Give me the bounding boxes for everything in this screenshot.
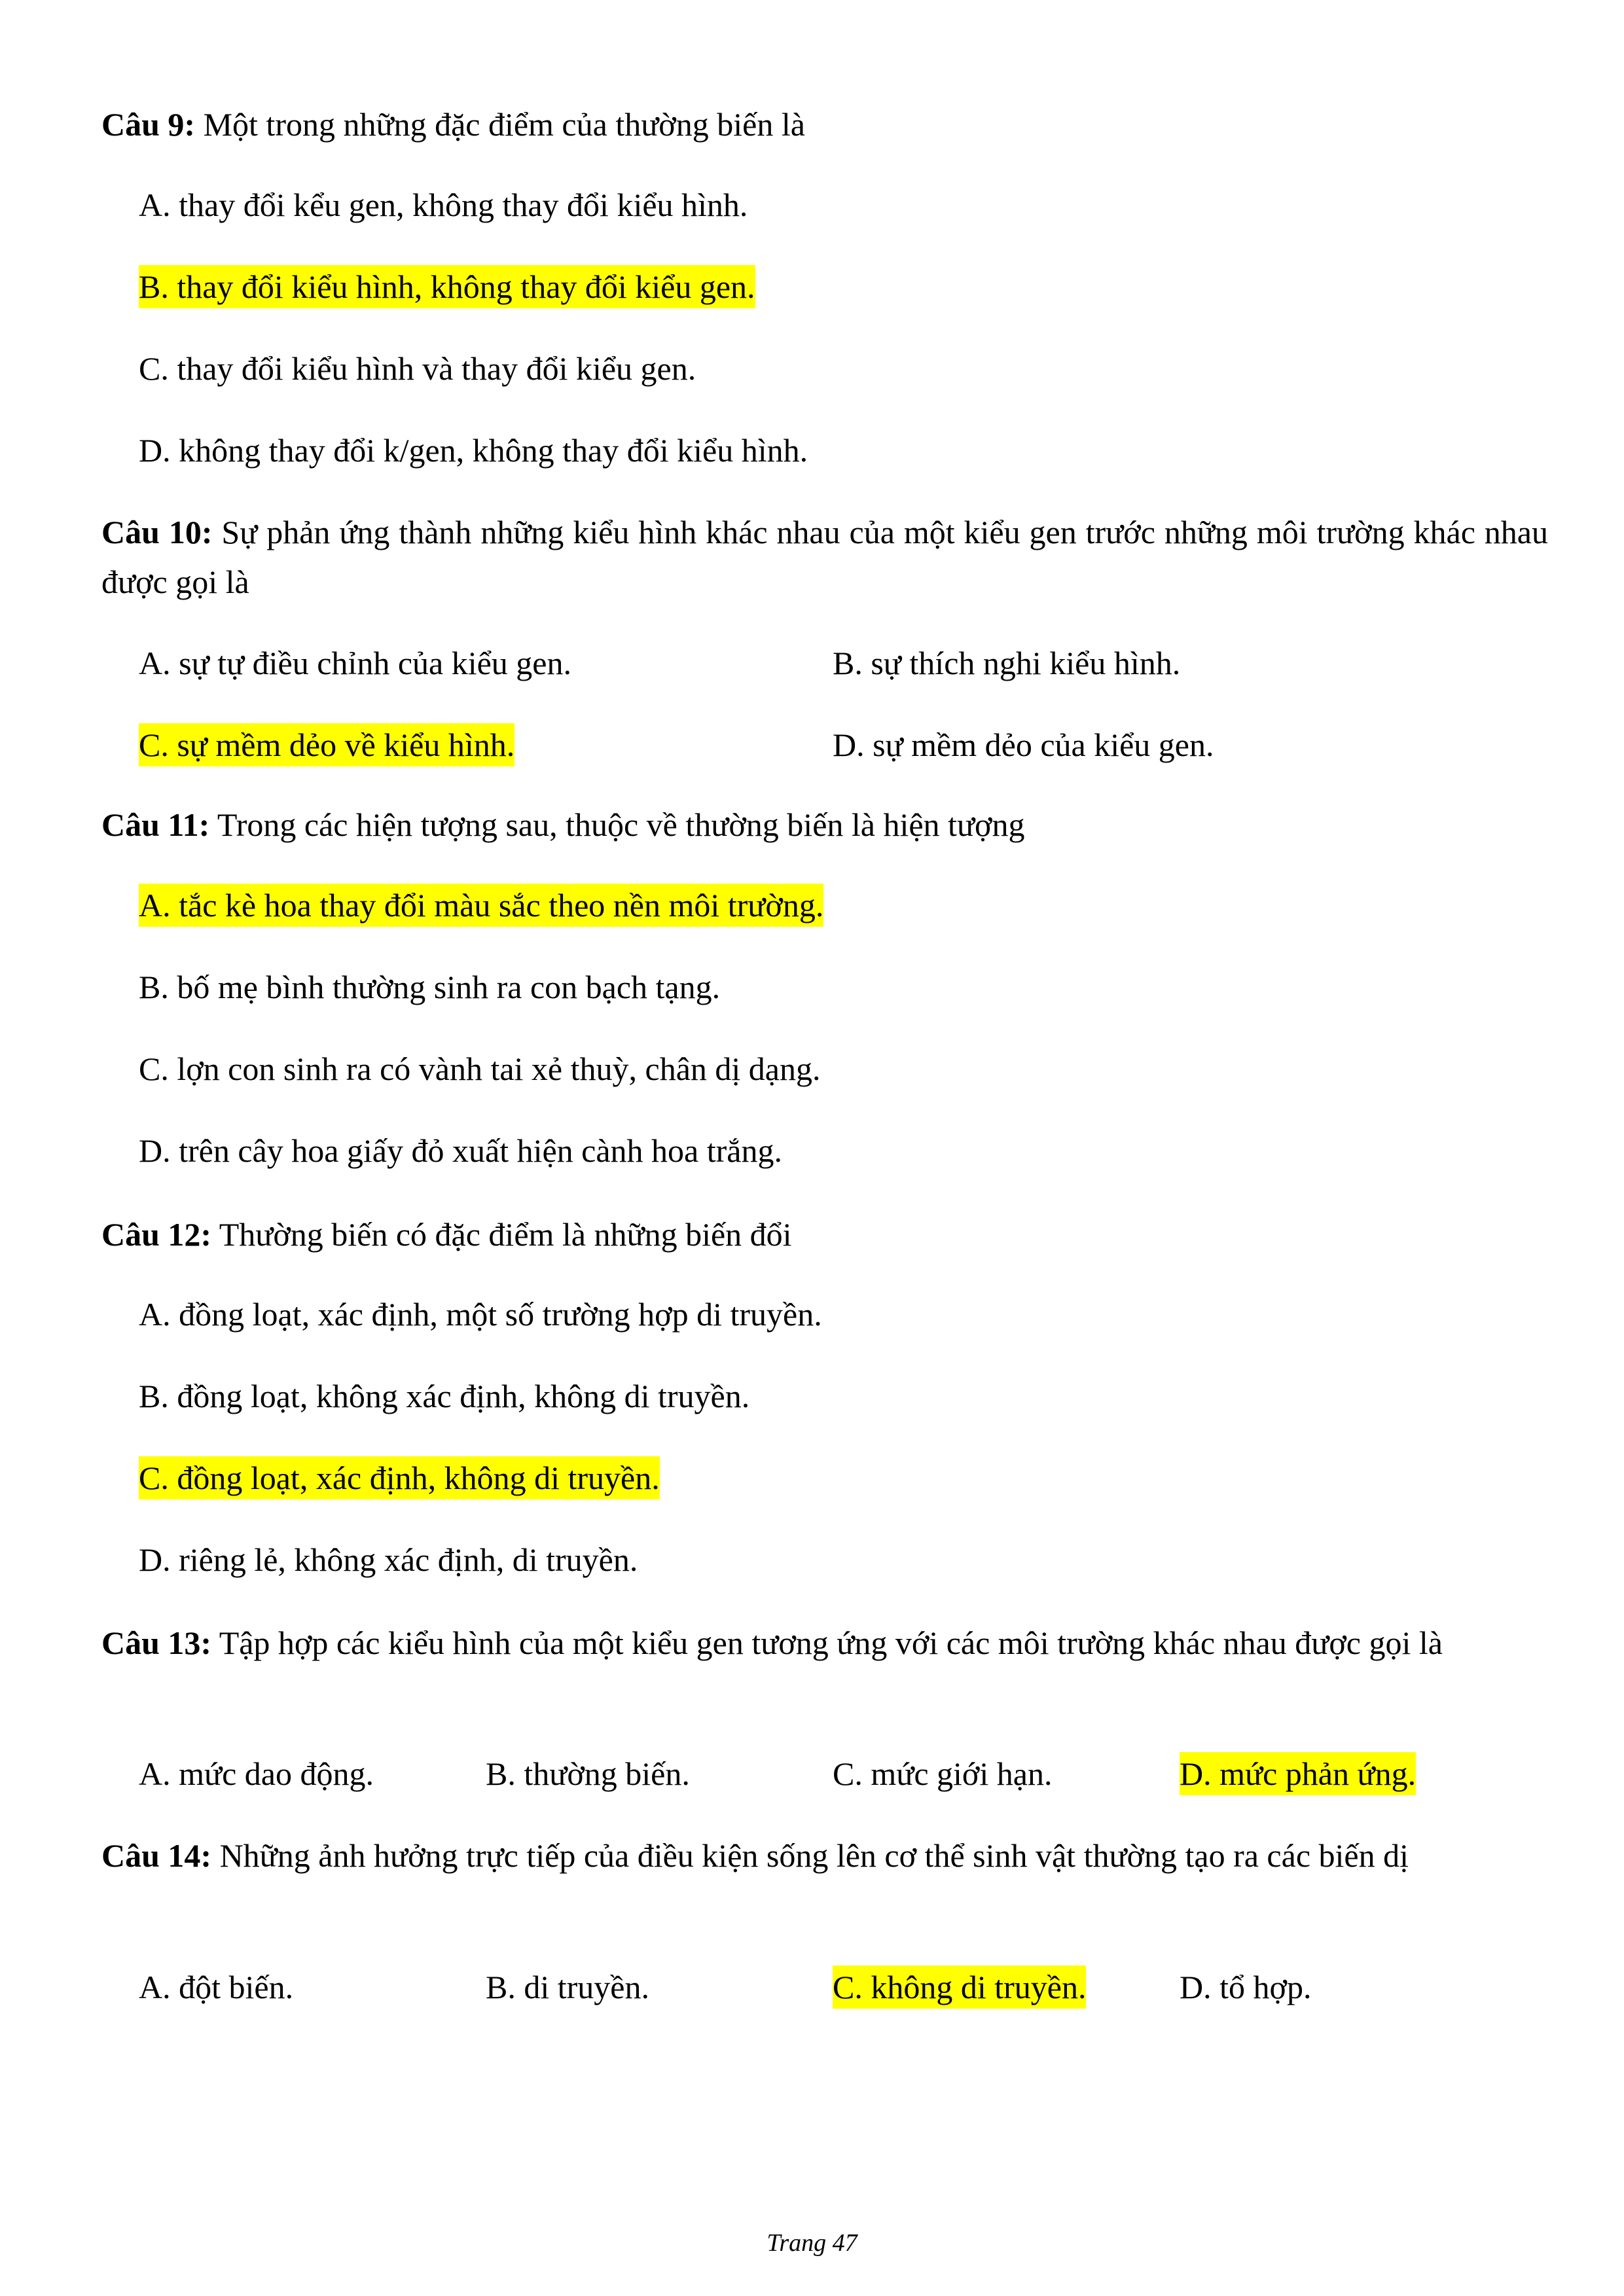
page-number: Trang 47	[767, 2229, 857, 2257]
question-text: Thường biến có đặc điểm là những biến đổi	[219, 1216, 792, 1253]
answer-highlight: C. không di truyền.	[833, 1965, 1086, 2009]
question-10	[101, 507, 1548, 607]
option-13a: A. mức dao động.	[139, 1755, 374, 1792]
question-12	[101, 1210, 1548, 1259]
option-10c	[139, 723, 514, 766]
option-12a: A. đồng loạt, xác định, một số trường hợp di truyền.	[139, 1296, 822, 1333]
option-14b: B. di truyền.	[486, 1969, 649, 2005]
question-label: Câu 12:	[101, 1216, 212, 1253]
option-12b: B. đồng loạt, không xác định, không di truyền.	[139, 1378, 750, 1414]
question-text: Những ảnh hưởng trực tiếp của điều kiện sống lên cơ thể sinh vật thường tạo ra các biến dị	[219, 1837, 1409, 1874]
option-10b: B. sự thích nghi kiểu hình.	[833, 645, 1181, 681]
option-12c	[139, 1456, 660, 1499]
question-label: Câu 13:	[101, 1624, 212, 1661]
question-label: Câu 10:	[101, 514, 213, 550]
option-9d: D. không thay đổi k/gen, không thay đổi kiểu hình.	[139, 432, 808, 469]
question-text: Sự phản ứng thành những kiểu hình khác nhau của một kiểu gen trước những môi trường khác nhau được gọi là	[101, 514, 1548, 600]
question-label: Câu 11:	[101, 806, 210, 843]
option-10d: D. sự mềm dẻo của kiểu gen.	[833, 726, 1214, 763]
question-9	[101, 99, 1548, 149]
answer-highlight: C. đồng loạt, xác định, không di truyền.	[139, 1456, 660, 1499]
option-12d: D. riêng lẻ, không xác định, di truyền.	[139, 1541, 638, 1578]
option-11c: C. lợn con sinh ra có vành tai xẻ thuỳ, chân dị dạng.	[139, 1050, 821, 1087]
option-14a: A. đột biến.	[139, 1969, 294, 2005]
question-14	[101, 1831, 1548, 1880]
question-label: Câu 9:	[101, 106, 196, 143]
answer-highlight: B. thay đổi kiểu hình, không thay đổi kiểu gen.	[139, 265, 755, 308]
option-9b	[139, 265, 755, 308]
option-11d: D. trên cây hoa giấy đỏ xuất hiện cành hoa trắng.	[139, 1132, 782, 1169]
option-9a: A. thay đổi kểu gen, không thay đổi kiểu hình.	[139, 187, 748, 223]
question-11	[101, 800, 1548, 850]
question-text: Trong các hiện tượng sau, thuộc về thường biến là hiện tượng	[217, 806, 1025, 843]
question-text: Tập hợp các kiểu hình của một kiểu gen tương ứng với các môi trường khác nhau được gọi là	[219, 1624, 1443, 1661]
option-11b: B. bố mẹ bình thường sinh ra con bạch tạng.	[139, 969, 721, 1005]
answer-highlight: D. mức phản ứng.	[1180, 1752, 1416, 1795]
question-13	[101, 1618, 1548, 1668]
option-14c	[833, 1965, 1086, 2009]
option-13c: C. mức giới hạn.	[833, 1755, 1053, 1792]
question-text: Một trong những đặc điểm của thường biến là	[203, 106, 805, 143]
option-11a	[139, 884, 823, 927]
option-14d: D. tổ hợp.	[1180, 1969, 1312, 2005]
question-label: Câu 14:	[101, 1837, 212, 1874]
option-9c: C. thay đổi kiểu hình và thay đổi kiểu gen.	[139, 350, 696, 387]
option-13d	[1180, 1752, 1416, 1795]
option-13b: B. thường biến.	[486, 1755, 690, 1792]
answer-highlight: A. tắc kè hoa thay đổi màu sắc theo nền môi trường.	[139, 884, 823, 927]
option-10a: A. sự tự điều chỉnh của kiểu gen.	[139, 645, 571, 681]
answer-highlight: C. sự mềm dẻo về kiểu hình.	[139, 723, 514, 766]
